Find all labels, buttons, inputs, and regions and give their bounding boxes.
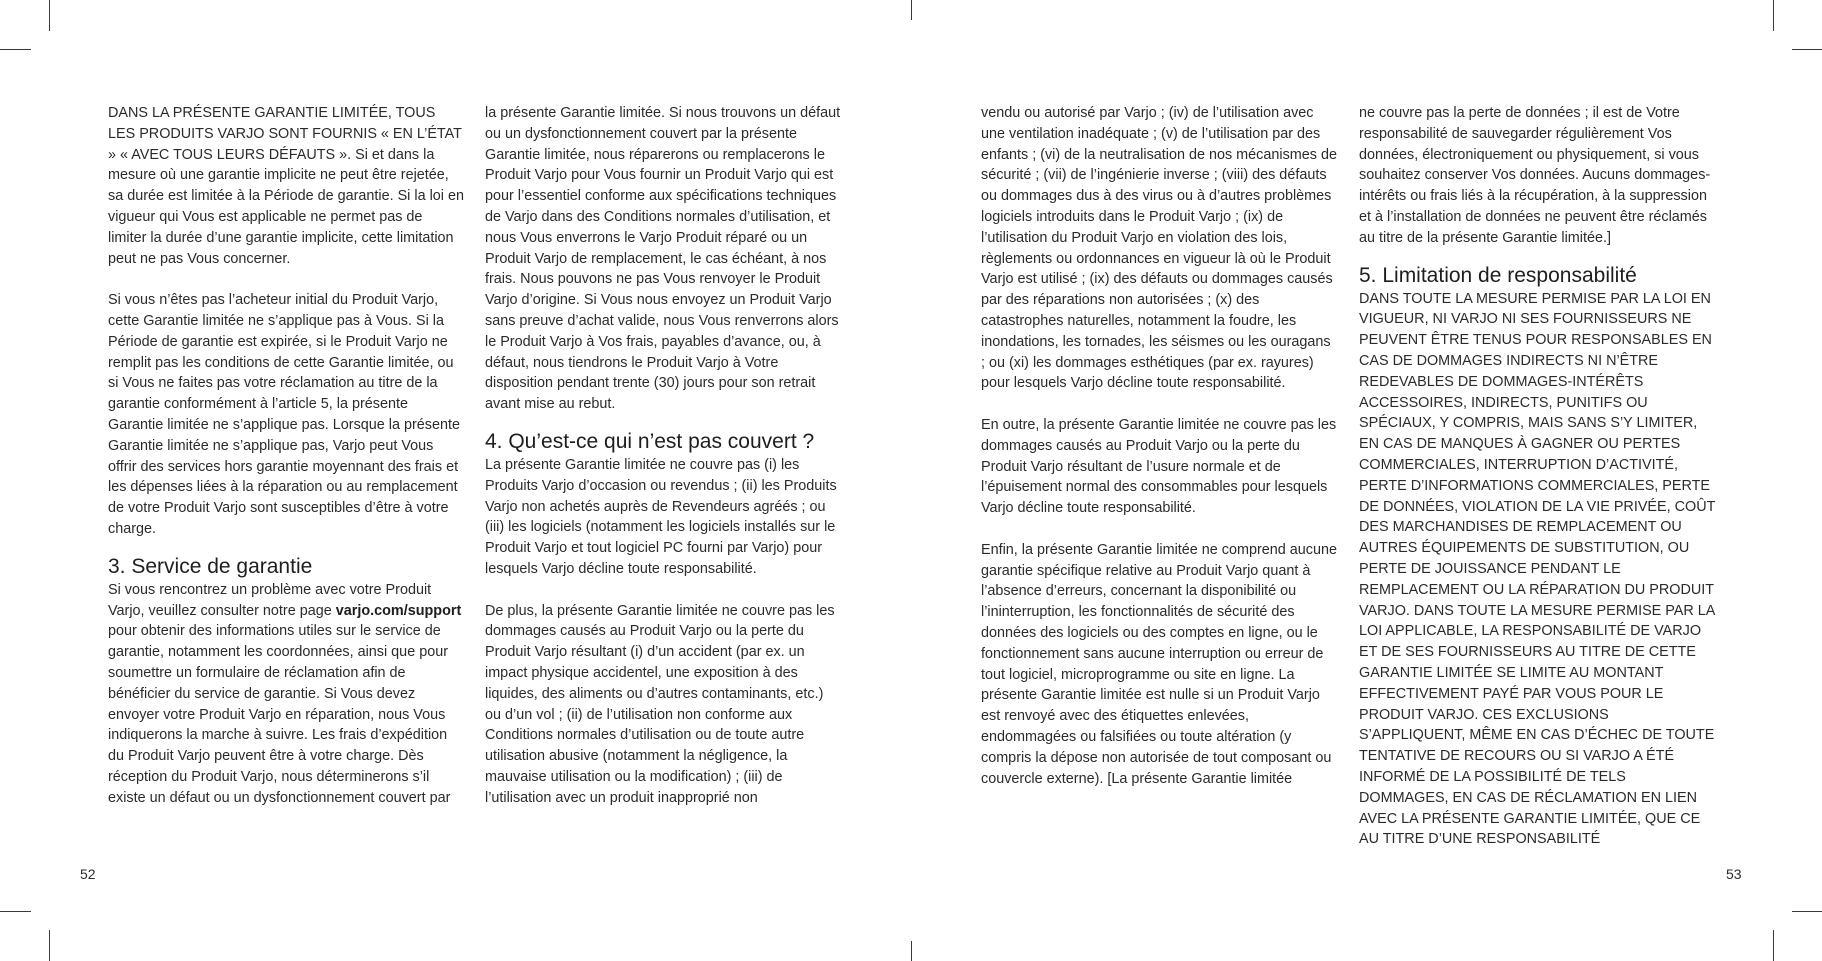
paragraph: la présente Garantie limitée. Si nous trouvons un défaut ou un dysfonctionnement couvert par la présente Garantie limitée, nous réparerons ou remplacerons le Produit Varjo pour Vous fournir un Produit Varjo qui est pour l’essentiel conforme aux spécifications techniques de Varjo dans des Conditions normales d’utilisation, et nous Vous enverrons le Varjo Produit réparé ou un Produit Varjo de remplacement, le cas échéant, à nos frais. Nous pouvons ne pas Vous renvoyer le Produit Varjo d’origine. Si Vous nous envoyez un Produit Varjo sans preuve d’achat valide, nous Vous renverrons alors le Produit Varjo à Vos frais, payables d’avance, ou, à défaut, nous tiendrons le Produit Varjo à Votre disposition pendant trente (30) jours pour son retrait avant mise au rebut. — [485, 105, 841, 413]
paragraph — [108, 580, 464, 809]
column-1 — [108, 103, 464, 863]
paragraph: La présente Garantie limitée ne couvre pas (i) les Produits Varjo d’occasion ou revendus ; (ii) les Produits Varjo non achetés auprès de Revendeurs agréés ; ou (iii) les logiciels (notamment les logiciels installés sur le Produit Varjo et tout logiciel PC fourni par Varjo) pour lesquels Varjo décline toute responsabilité. — [485, 456, 837, 577]
crop-mark — [911, 0, 912, 20]
paragraph: En outre, la présente Garantie limitée ne couvre pas les dommages causés au Produit Varjo ou la perte du Produit Varjo résultant de l’usure normale et de l’épuisement normal des consommables pour lesquels Varjo décline toute responsabilité. — [981, 416, 1337, 517]
paragraph: DANS LA PRÉSENTE GARANTIE LIMITÉE, TOUS LES PRODUITS VARJO SONT FOURNIS « EN L’ÉTAT » « AVEC TOUS LEURS DÉFAUTS ». Si et dans la mesure où une garantie implicite ne peut être rejetée, sa durée est limitée à la Période de garantie. Si la loi en vigueur qui Vous est applicable ne permet pas de limiter la durée d’une garantie implicite, cette limitation peut ne pas Vous concerner. — [108, 105, 464, 267]
paragraph: ne couvre pas la perte de données ; il est de Votre responsabilité de sauvegarder régulièrement Vos données, électroniquement ou physiquement, si vous souhaitez conserver Vos données. Aucuns dommages-intérêts ou frais liés à la récupération, à la suppression et à l’installation de données ne peuvent être réclamés au titre de la présente Garantie limitée.] — [1359, 105, 1711, 246]
column-4 — [1359, 103, 1717, 863]
crop-mark — [0, 49, 31, 50]
page-number-left: 52 — [80, 866, 96, 882]
crop-mark — [1792, 49, 1822, 50]
paragraph: vendu ou autorisé par Varjo ; (iv) de l’utilisation avec une ventilation inadéquate ; (v) de l’utilisation par des enfants ; (vi) de la neutralisation de nos mécanismes de sécurité ; (vii) de l’ingénierie inverse ; (viii) des défauts ou dommages dus à des virus ou à d’autres problèmes logiciels introduits dans le Produit Varjo ; (ix) de l’utilisation du Produit Varjo en violation des lois, règlements ou ordonnances en vigueur là où le Produit Varjo est utilisé ; (ix) des défauts ou dommages causés par des réparations non autorisées ; (x) des catastrophes naturelles, notamment la foudre, les inondations, les tornades, les séismes ou les ouragans ; ou (xi) les dommages esthétiques (par ex. rayures) pour lesquels Varjo décline toute responsabilité. — [981, 105, 1337, 392]
crop-mark — [1773, 930, 1774, 961]
paragraph: DANS TOUTE LA MESURE PERMISE PAR LA LOI EN VIGUEUR, NI VARJO NI SES FOURNISSEURS NE PEUVENT ÊTRE TENUS POUR RESPONSABLES EN CAS DE DOMMAGES INDIRECTS NI N’ÊTRE REDEVABLES DE DOMMAGES-INTÉRÊTS ACCESSOIRES, INDIRECTS, PUNITIFS OU SPÉCIAUX, Y COMPRIS, MAIS SANS S’Y LIMITER, EN CAS DE MANQUES À GAGNER OU PERTES COMMERCIALES, INTERRUPTION D’ACTIVITÉ, PERTE D’INFORMATIONS COMMERCIALES, PERTE DE DONNÉES, VIOLATION DE LA VIE PRIVÉE, COÛT DES MARCHANDISES DE REMPLACEMENT OU AUTRES ÉQUIPEMENTS DE SUBSTITUTION, OU PERTE DE JOUISSANCE PENDANT LE REMPLACEMENT OU LA RÉPARATION DU PRODUIT VARJO. DANS TOUTE LA MESURE PERMISE PAR LA LOI APPLICABLE, LA RESPONSABILITÉ DE VARJO ET DE SES FOURNISSEURS AU TITRE DE CETTE GARANTIE LIMITÉE SE LIMITE AU MONTANT EFFECTIVEMENT PAYÉ PAR VOUS POUR LE PRODUIT VARJO. CES EXCLUSIONS S’APPLIQUENT, MÊME EN CAS D’ÉCHEC DE TOUTE TENTATIVE DE RECOURS OU SI VARJO A ÉTÉ INFORMÉ DE LA POSSIBILITÉ DE TELS DOMMAGES, EN CAS DE RÉCLAMATION EN LIEN AVEC LA PRÉSENTE GARANTIE LIMITÉE, QUE CE AU TITRE D’UNE RESPONSABILITÉ — [1359, 290, 1716, 848]
crop-mark — [49, 930, 50, 961]
section-heading-5: 5. Limitation de responsabilité — [1359, 263, 1637, 287]
crop-mark — [911, 941, 912, 961]
crop-mark — [49, 0, 50, 31]
section-heading-3: 3. Service de garantie — [108, 554, 313, 578]
paragraph: Enfin, la présente Garantie limitée ne comprend aucune garantie spécifique relative au Produit Varjo quant à l’absence d’erreurs, concernant la disponibilité ou l’ininterruption, les fonctionnalités de sécurité des données des logiciels ou des comptes en ligne, ou le fonctionnement sans aucune interruption ou erreur de tout logiciel, microprogramme ou site en ligne. La présente Garantie limitée est nulle si un Produit Varjo est renvoyé avec des étiquettes enlevées, endommagées ou falsifiées ou toute altération (y compris la dépose non autorisée de tout composant ou couvercle externe). [La présente Garantie limitée — [981, 541, 1337, 787]
crop-mark — [0, 911, 31, 912]
paragraph-text: pour obtenir des informations utiles sur le service de garantie, notamment les coordonnées, ainsi que pour soumettre un formulaire de réclamation afin de bénéficier du service de garantie. Si Vous devez envoyer votre Produit Varjo en réparation, nous Vous indiquerons la marche à suivre. Les frais d’expédition du Produit Varjo peuvent être à votre charge. Dès réception du Produit Varjo, nous déterminerons s’il existe un défaut ou un dysfonctionnement couvert par — [108, 623, 451, 806]
crop-mark — [1773, 0, 1774, 31]
support-link[interactable]: varjo.com/support — [335, 602, 462, 619]
column-2 — [485, 103, 841, 863]
paragraph: Si vous n’êtes pas l’acheteur initial du Produit Varjo, cette Garantie limitée ne s’applique pas à Vous. Si la Période de garantie est expirée, si le Produit Varjo ne remplit pas les conditions de cette Garantie limitée, ou si Vous ne faites pas votre réclamation au titre de la garantie conformément à l’article 5, la présente Garantie limitée ne s’applique pas. Lorsque la présente Garantie limitée ne s’applique pas, Varjo peut Vous offrir des services hors garantie moyennant des frais et les dépenses liées à la réparation ou au remplacement de votre Produit Varjo sont susceptibles d’être à votre charge. — [108, 292, 460, 537]
column-3 — [981, 103, 1337, 863]
paragraph-text: Si vous rencontrez un problème avec votre Produit Varjo, veuillez consulter notre page — [108, 581, 432, 619]
paragraph: De plus, la présente Garantie limitée ne couvre pas les dommages causés au Produit Varjo ou la perte du Produit Varjo résultant (i) d’un accident (par ex. un impact physique accidentel, une exposition à des liquides, des aliments ou d’autres contaminants, etc.) ou d’un vol ; (ii) de l’utilisation non conforme aux Conditions normales d’utilisation ou de toute autre utilisation abusive (notamment la négligence, la mauvaise utilisation ou la modification) ; (iii) de l’utilisation avec un produit inapproprié non — [485, 602, 835, 806]
section-heading-4: 4. Qu’est-ce qui n’est pas couvert ? — [485, 429, 815, 453]
page-number-right: 53 — [1726, 866, 1742, 882]
crop-mark — [1792, 911, 1822, 912]
